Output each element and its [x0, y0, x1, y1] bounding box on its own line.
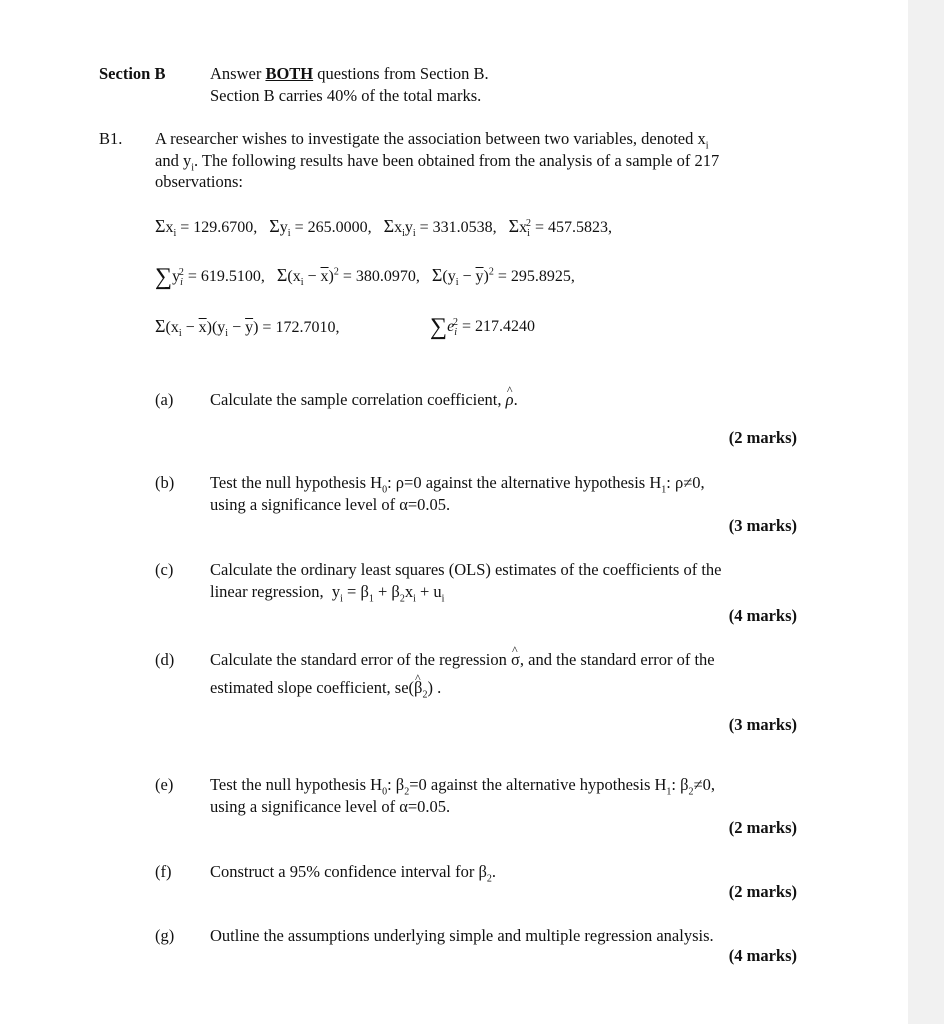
sum-x-squared: = 457.5823,: [534, 219, 612, 236]
equation-row-2: $\sum y_i^2 = 619.5100$, $\Sigma(x_i - \overline{x})^2 = 380.0970$, $\Sigma(y_i - \overline{y})^2 = 295.8925$,: [155, 264, 575, 290]
question-intro-line1: A researcher wishes to investigate the association between two variables, denoted $x_i$: [155, 129, 709, 152]
sum-x-deviation-squared: = 380.0970,: [342, 268, 420, 285]
part-a-label: (a): [155, 390, 174, 409]
part-d-text-line1: Calculate the standard error of the regression ^ σ, and the standard error of the: [210, 649, 715, 670]
part-e-label: (e): [155, 775, 174, 794]
part-c-text-line1: Calculate the ordinary least squares (OLS) estimates of the coefficients of the: [210, 560, 722, 579]
question-intro-line2: and $y_i$. The following results have been obtained from the analysis of a sample of 217: [155, 151, 720, 174]
question-intro-line3: observations:: [155, 172, 243, 191]
part-b-marks: (3 marks): [728, 516, 797, 535]
sum-xy: = 331.0538,: [419, 219, 497, 236]
question-number: B1.: [99, 129, 123, 148]
sum-y: = 265.0000,: [294, 219, 372, 236]
part-e-text-line1: Test the null hypothesis $H_0$: $\beta_2=0$ against the alternative hypothesis $H_1$: $\beta_2\ne 0$,: [210, 775, 715, 798]
part-e-marks: (2 marks): [728, 818, 797, 837]
part-g-text: Outline the assumptions underlying simple and multiple regression analysis.: [210, 926, 714, 945]
part-b-text-line2: using a significance level of α=0.05.: [210, 495, 451, 514]
part-c-marks: (4 marks): [728, 606, 797, 625]
part-a-text: Calculate the sample correlation coefficient, ^ ρ.: [210, 389, 518, 410]
equation-row-3a: $\Sigma(x_i - \overline{x})(y_i - \overline{y}) = 172.7010$,: [155, 316, 340, 340]
part-g-label: (g): [155, 926, 175, 945]
part-f-marks: (2 marks): [728, 882, 797, 901]
part-c-label: (c): [155, 560, 174, 579]
part-g-marks: (4 marks): [728, 946, 797, 965]
equation-row-3b: $\sum e_i^2 = 217.4240$: [430, 314, 536, 340]
sum-y-squared: = 619.5100,: [187, 268, 265, 285]
part-d-marks: (3 marks): [728, 715, 797, 734]
sum-y-deviation-squared: = 295.8925,: [497, 268, 575, 285]
part-d-label: (d): [155, 650, 175, 669]
section-label: Section B: [99, 64, 166, 83]
part-d-text-line2: estimated slope coefficient, se(^ $\beta_2$) .: [210, 677, 441, 705]
sum-cross-deviation: = 172.7010,: [262, 319, 340, 336]
part-e-text-line2: using a significance level of α=0.05.: [210, 797, 451, 816]
part-c-text-line2: linear regression, $y_i = \beta_1 + \beta_2x_i + u_i$: [210, 582, 445, 605]
part-f-label: (f): [155, 862, 172, 881]
viewer-side-panel: [908, 0, 944, 1024]
section-instruction-line1: Answer BOTH questions from Section B.: [210, 64, 489, 83]
part-b-text-line1: Test the null hypothesis $H_0$: ρ=0 against the alternative hypothesis $H_1$: ρ≠0,: [210, 473, 705, 496]
sum-x: = 129.6700,: [180, 219, 258, 236]
part-b-label: (b): [155, 473, 175, 492]
section-instruction-line2: Section B carries 40% of the total marks.: [210, 86, 482, 105]
part-f-text: Construct a 95% confidence interval for $\beta_2$.: [210, 862, 497, 885]
sum-residual-squared: = 217.4240: [462, 318, 536, 335]
equation-row-1: $\Sigma x_i = 129.6700$, $\Sigma y_i = 265.0000$, $\Sigma x_iy_i = 331.0538$, $\Sigma x_i^2 = 457.5823$,: [155, 216, 612, 240]
part-a-marks: (2 marks): [728, 428, 797, 447]
